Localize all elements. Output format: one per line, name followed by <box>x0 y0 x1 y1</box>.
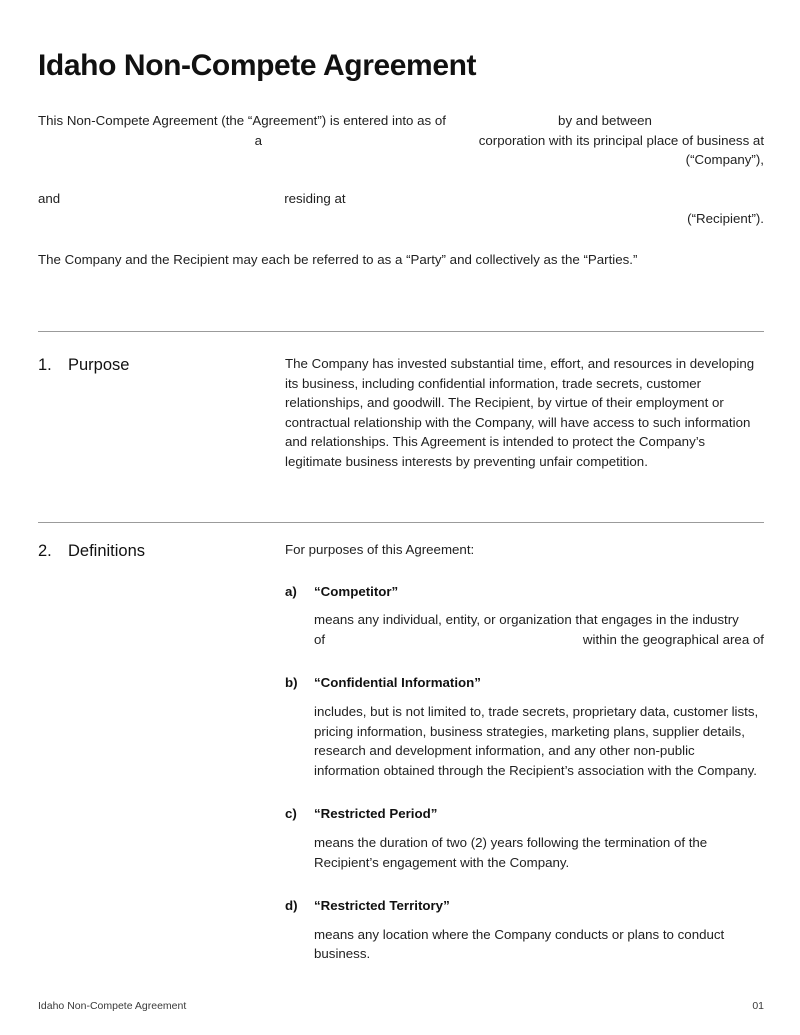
definition-text-line-2 <box>314 630 764 650</box>
intro-line-4-lead: and <box>38 191 61 207</box>
section-divider-definitions <box>38 522 764 523</box>
definition-item <box>285 582 764 650</box>
intro-line-4 <box>38 189 764 209</box>
definition-text: means any location where the Company conducts or plans to conduct business. <box>314 926 725 962</box>
section-purpose-heading <box>38 354 285 376</box>
section-purpose-number: 1. <box>38 356 52 374</box>
definition-marker: d) <box>285 898 298 914</box>
definition-item <box>285 673 764 780</box>
definition-heading <box>285 804 764 824</box>
fill-blank-state-of-incorporation[interactable] <box>262 131 479 151</box>
definition-heading <box>285 673 764 693</box>
fill-blank-company-name[interactable] <box>38 131 255 151</box>
intro-line-1-tail: by and between <box>558 113 652 128</box>
definition-term: “Restricted Territory” <box>314 898 450 914</box>
intro-line-5 <box>38 209 764 229</box>
definition-text-line-2-lead: of <box>314 631 326 647</box>
parties-note: The Company and the Recipient may each be referred to as a “Party” and collectively as the “Parties.” <box>38 252 638 267</box>
definition-term: “Restricted Period” <box>314 806 438 822</box>
intro-line-3 <box>38 150 764 170</box>
section-purpose-title: Purpose <box>68 356 130 374</box>
fill-blank-agreement-date[interactable] <box>446 111 558 131</box>
definition-text <box>314 610 764 649</box>
footer-page-number: 01 <box>752 1000 764 1012</box>
section-definitions-body <box>285 540 764 964</box>
definition-marker: b) <box>285 675 298 691</box>
section-definitions <box>38 540 764 964</box>
fill-blank-industry[interactable] <box>325 630 583 650</box>
section-purpose <box>38 354 764 472</box>
definition-item <box>285 896 764 964</box>
definition-text-line-1: means any individual, entity, or organization that engages in the industry <box>314 612 739 628</box>
definition-text: includes, but is not limited to, trade secrets, proprietary data, customer lists, pricing information, business strategies, marketing plans, supplier details, research and development information, and any other non-public information obtained through the Recipient’s association with the Company. <box>314 703 759 778</box>
fill-blank-after-residing-at[interactable] <box>346 189 764 209</box>
definition-text-line-2-tail: within the geographical area of <box>582 631 764 647</box>
fill-blank-recipient-address[interactable] <box>38 209 687 229</box>
section-purpose-body: The Company has invested substantial time, effort, and resources in developing its business, including confidential information, trade secrets, customer relationships, and goodwill. The Recipient, by virtue of their employment or contractual relationship with the Company, will have access to such information and relationships. This Agreement is intended to protect the Company’s legitimate business interests by preventing unfair competition. <box>285 356 755 469</box>
section-divider-purpose <box>38 331 764 332</box>
section-definitions-heading <box>38 540 285 562</box>
intro-line-2 <box>38 131 764 151</box>
definition-item <box>285 804 764 872</box>
definition-marker: a) <box>285 583 297 599</box>
definition-marker: c) <box>285 806 297 822</box>
fill-blank-after-between[interactable] <box>652 111 764 131</box>
definitions-intro-line: For purposes of this Agreement: <box>285 542 475 557</box>
section-definitions-title: Definitions <box>68 542 146 560</box>
intro-line-5-tail: (“Recipient”). <box>687 210 764 226</box>
intro-line-3-tail: (“Company”), <box>685 152 764 168</box>
fill-blank-recipient-name[interactable] <box>60 189 284 209</box>
intro-line-2-tail: corporation with its principal place of business at <box>478 132 765 148</box>
fill-blank-company-address[interactable] <box>38 150 686 170</box>
section-definitions-number: 2. <box>38 542 52 560</box>
intro-line-1-lead: This Non-Compete Agreement (the “Agreement”) is entered into as of <box>38 113 446 128</box>
footer-document-name: Idaho Non-Compete Agreement <box>38 1000 187 1012</box>
definition-term: “Confidential Information” <box>314 675 481 691</box>
intro-line-4-tail: residing at <box>284 191 346 207</box>
page-footer <box>38 999 764 1013</box>
intro-line-2-lead: a <box>254 132 263 148</box>
definition-text: means the duration of two (2) years following the termination of the Recipient’s engagement with the Company. <box>314 834 708 870</box>
intro-line-1 <box>38 111 764 131</box>
page-title: Idaho Non-Compete Agreement <box>38 49 477 83</box>
definition-heading <box>285 582 764 602</box>
intro-block <box>38 111 764 229</box>
definition-heading <box>285 896 764 916</box>
definition-term: “Competitor” <box>314 583 399 599</box>
